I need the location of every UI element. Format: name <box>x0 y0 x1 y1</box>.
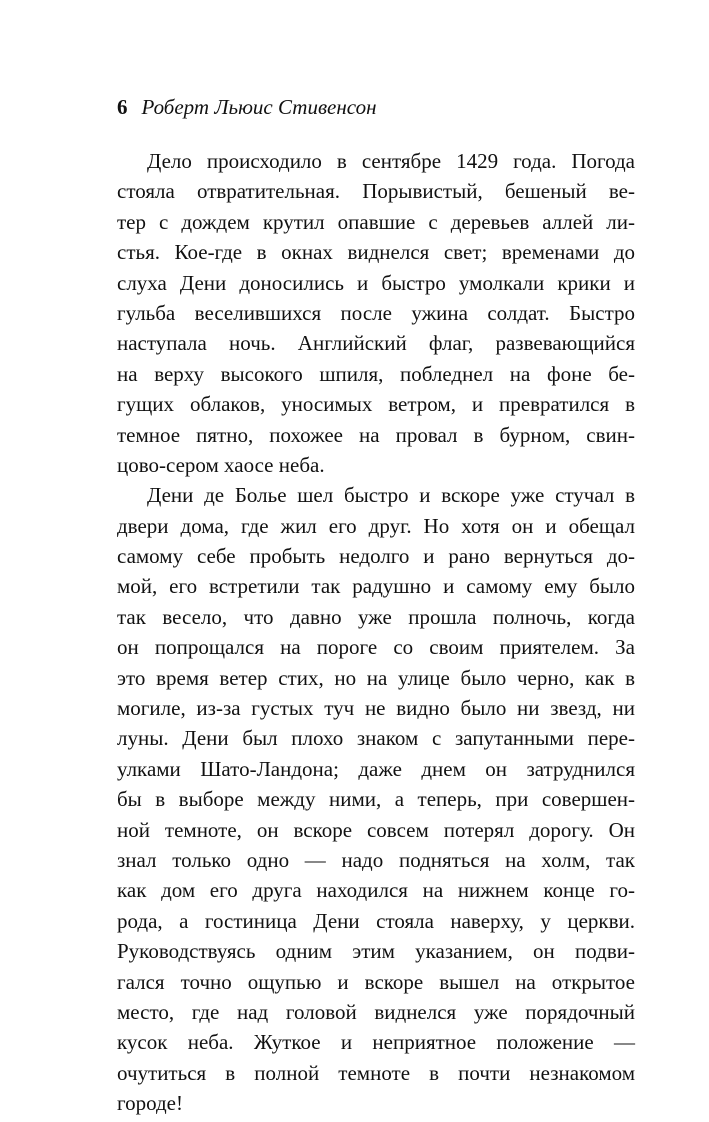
text-line: как дом его друга находился на нижнем конце го- <box>117 878 635 903</box>
text-line: место, где над головой виднелся уже порядочный <box>117 999 635 1024</box>
text-line: Дело происходило в сентябре 1429 года. Погода <box>147 149 635 173</box>
text-line: так весело, что давно уже прошла полночь, когда <box>117 604 635 629</box>
text-line: луны. Дени был плохо знаком с запутанными пере- <box>117 726 635 751</box>
text-line: самому себе пробыть недолго и рано вернуться до- <box>117 544 635 569</box>
text-line: гульба веселившихся после ужина солдат. Быстро <box>117 300 635 325</box>
text-line: двери дома, где жил его друг. Но хотя он и обещал <box>117 513 635 538</box>
text-line: мой, его встретили так радушно и самому ему было <box>117 574 635 599</box>
text-line: наступала ночь. Английский флаг, развевающийся <box>117 331 635 356</box>
text-line: слуха Дени доносились и быстро умолкали крики и <box>117 270 635 295</box>
text-line: кусок неба. Жуткое и неприятное положение — <box>117 1030 635 1055</box>
text-line: могиле, из-за густых туч не видно было ни звезд, ни <box>117 696 635 721</box>
text-line: он попрощался на пороге со своим приятелем. За <box>117 635 635 660</box>
paragraph-1 <box>117 146 635 480</box>
text-line: стья. Кое-где в окнах виднелся свет; временами до <box>117 240 635 265</box>
text-line: рода, а гостиница Дени стояла наверху, у церкви. <box>117 908 635 933</box>
text-line: бы в выборе между ними, а теперь, при совершен- <box>117 787 635 812</box>
text-line: знал только одно — надо подняться на холм, так <box>117 847 635 872</box>
text-line: очутиться в полной темноте в почти незнакомом <box>117 1060 635 1085</box>
text-line: городе! <box>117 1091 183 1116</box>
text-line: цово-сером хаосе неба. <box>117 452 325 477</box>
text-line: ной темноте, он вскоре совсем потерял дорогу. Он <box>117 817 635 842</box>
paragraph-2 <box>117 480 635 1118</box>
page-number: 6 <box>117 95 128 119</box>
text-line: стояла отвратительная. Порывистый, бешеный ве- <box>117 179 635 204</box>
text-line: темное пятно, похожее на провал в бурном, свин- <box>117 422 635 447</box>
text-line: гался точно ощупью и вскоре вышел на открытое <box>117 969 635 994</box>
text-line: Руководствуясь одним этим указанием, он подви- <box>117 939 635 964</box>
body-text <box>117 146 635 1119</box>
text-line: улками Шато-Ландона; даже днем он затруднился <box>117 756 635 781</box>
text-line: на верху высокого шпиля, побледнел на фоне бе- <box>117 361 635 386</box>
text-line: тер с дождем крутил опавшие с деревьев аллей ли- <box>117 209 635 234</box>
text-line: гущих облаков, уносимых ветром, и превратился в <box>117 392 635 417</box>
running-head <box>117 94 377 120</box>
running-title: Роберт Льюис Стивенсон <box>141 95 377 119</box>
text-line: Дени де Болье шел быстро и вскоре уже стучал в <box>147 483 635 508</box>
text-line: это время ветер стих, но на улице было черно, как в <box>117 665 635 690</box>
